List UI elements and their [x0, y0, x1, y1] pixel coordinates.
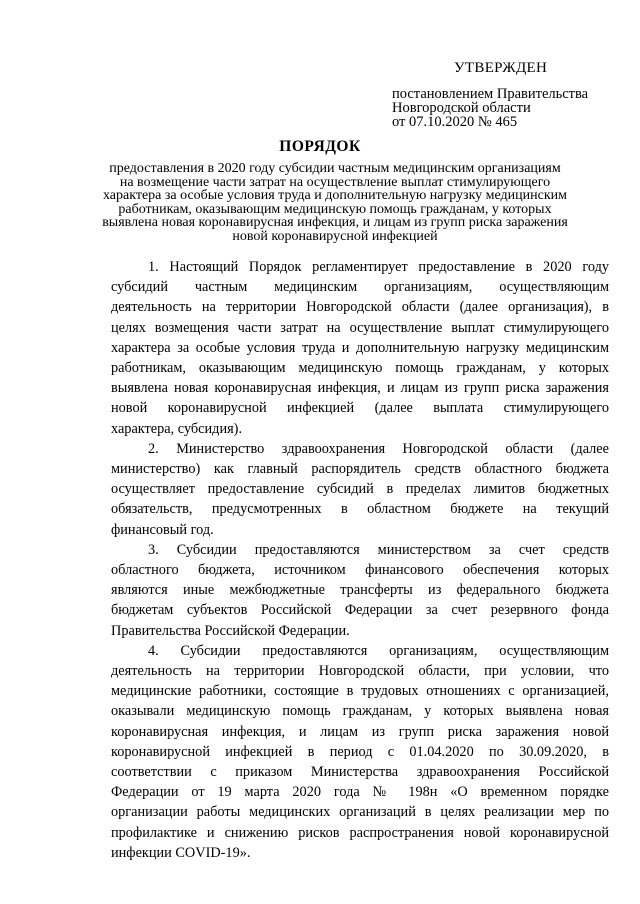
paragraph-line: организации работы медицинских организаций в целях реализации мер по	[111, 804, 609, 821]
subtitle-line: на возмещение части затрат на осуществление выплат стимулирующего	[119, 174, 551, 190]
paragraph-line: инфекции COVID-19».	[111, 844, 251, 861]
subtitle-line: выявлена новая коронавирусная инфекция, и лицам из групп риска заражения	[102, 215, 568, 230]
subtitle-line: работникам, оказывающим медицинскую помощь гражданам, у которых	[118, 201, 552, 217]
approval-heading: УТВЕРЖДЕН	[454, 60, 548, 76]
paragraph-line: коронавирусная инфекция, и лицам из групп риска заражения новой	[111, 723, 609, 740]
paragraph-2	[111, 439, 609, 540]
paragraph-line: Правительства Российской Федерации.	[111, 622, 350, 639]
paragraph-line: осуществляет предоставление субсидий в пределах лимитов бюджетных	[111, 481, 609, 498]
paragraph-line: профилактике и снижению рисков распространения новой коронавирусной	[111, 824, 609, 841]
subtitle-line: новой коронавирусной инфекцией	[232, 228, 438, 244]
paragraph-line: 2. Министерство здравоохранения Новгородской области (далее	[148, 440, 609, 457]
paragraph-line: министерство) как главный распорядитель средств областного бюджета	[111, 461, 609, 478]
approval-line: постановлением Правительства	[392, 86, 589, 102]
paragraph-line: выявлена новая коронавирусная инфекция, и лицам из групп риска заражения	[111, 380, 609, 397]
paragraph-line: соответствии с приказом Министерства здравоохранения Российской	[111, 764, 609, 781]
paragraph-4	[111, 641, 609, 863]
paragraph-line: новой коронавирусной инфекцией (далее выплата стимулирующего	[111, 400, 609, 417]
paragraph-line: областного бюджета, источником финансового обеспечения которых	[111, 562, 609, 579]
subtitle-line: характера за особые условия труда и дополнительную нагрузку медицинским	[102, 188, 568, 203]
paragraph-line: медицинские работники, состоящие в трудовых отношениях с организацией,	[111, 683, 609, 700]
paragraph-line: характера, субсидия).	[111, 420, 243, 437]
paragraph-line: обязательств, предусмотренных в областном бюджете на текущий	[111, 501, 609, 518]
paragraph-line: целях возмещения части затрат на осуществление выплат стимулирующего	[111, 319, 609, 336]
approval-line: от 07.10.2020 № 465	[392, 114, 518, 130]
paragraph-line: субсидий частным медицинским организациям, осуществляющим	[111, 279, 609, 296]
paragraph-line: 3. Субсидии предоставляются министерством за счет средств	[148, 541, 609, 558]
paragraph-line: оказывали медицинскую помощь гражданам, у которых выявлена новая	[111, 703, 609, 720]
paragraph-line: деятельность на территории Новгородской области, при условии, что	[111, 663, 609, 680]
document-subtitle	[100, 162, 570, 243]
paragraph-line: работникам, оказывающим медицинскую помощь гражданам, у которых	[111, 360, 609, 377]
paragraph-line: 4. Субсидии предоставляются организациям, осуществляющим	[148, 642, 609, 659]
paragraph-3	[111, 540, 609, 641]
subtitle-line: предоставления в 2020 году субсидии частным медицинским организациям	[109, 161, 561, 176]
paragraph-line: Федерации от 19 марта 2020 года № 198н «О временном порядке	[111, 784, 609, 801]
paragraph-line: характера за особые условия труда и дополнительную нагрузку медицинским	[111, 339, 609, 356]
paragraph-line: деятельность на территории Новгородской области (далее организация), в	[111, 299, 609, 316]
paragraph-line: коронавирусной инфекцией в период с 01.04.2020 по 30.09.2020, в	[111, 743, 609, 760]
document-title: ПОРЯДОК	[279, 138, 361, 155]
approval-stamp	[392, 61, 622, 129]
paragraph-line: бюджетам субъектов Российской Федерации за счет резервного фонда	[111, 602, 609, 619]
paragraph-line: 1. Настоящий Порядок регламентирует предоставление в 2020 году	[148, 259, 609, 275]
document-body	[111, 257, 609, 863]
paragraph-1	[111, 257, 609, 439]
paragraph-line: являются иные межбюджетные трансферты из федерального бюджета	[111, 582, 609, 599]
approval-line: Новгородской области	[392, 100, 531, 116]
paragraph-line: финансовый год.	[111, 521, 214, 538]
